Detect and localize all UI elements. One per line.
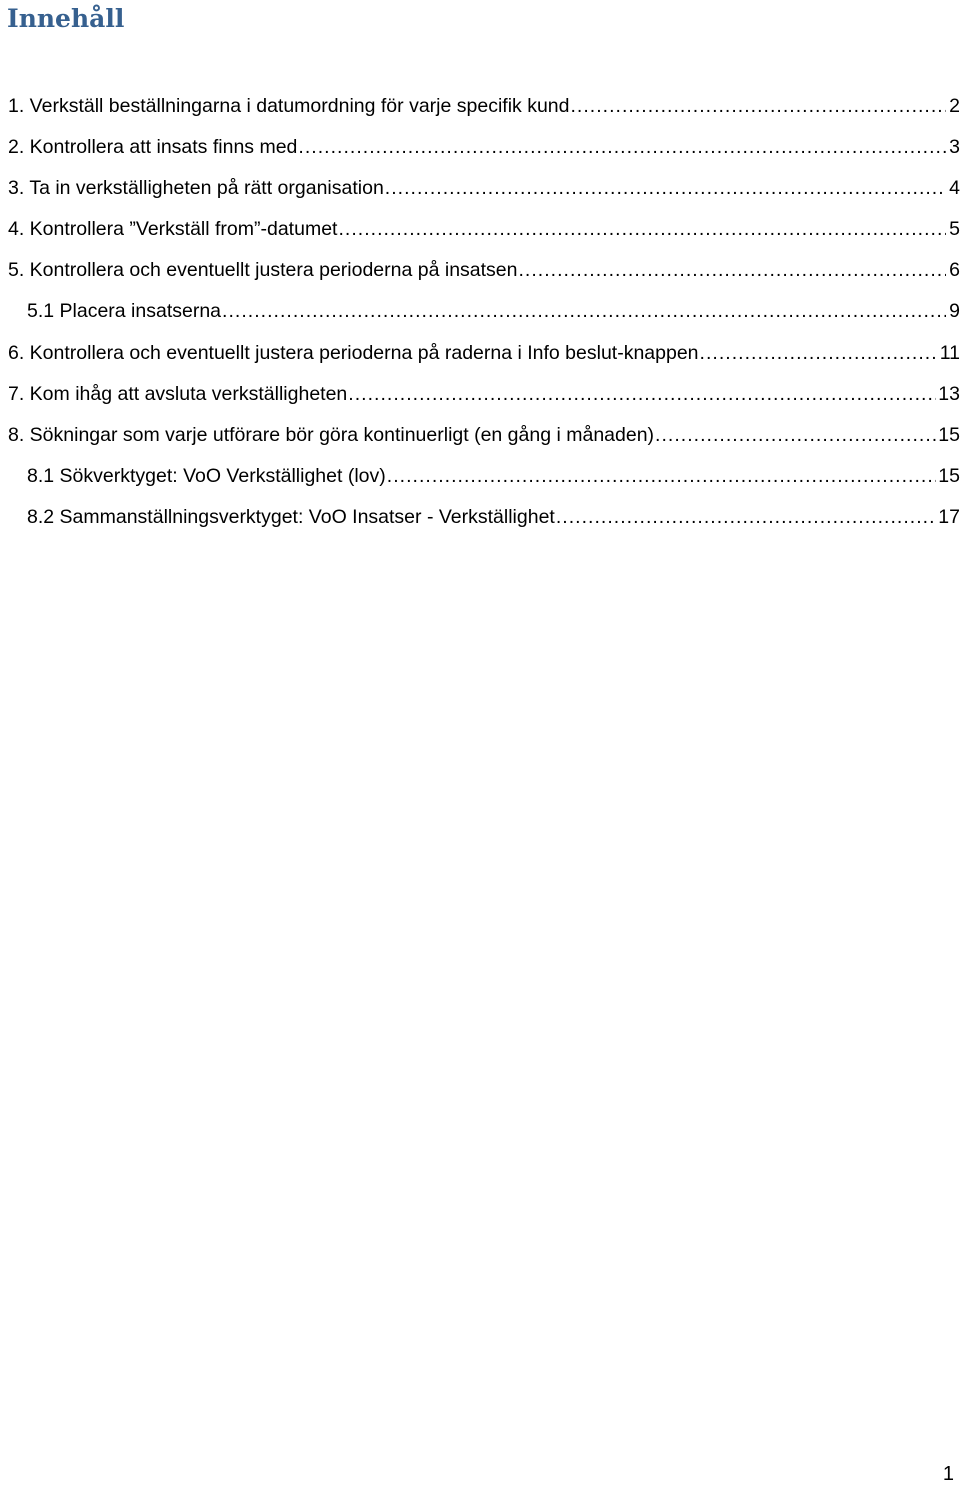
toc-entry-text: 8.1 Sökverktyget: VoO Verkställighet (lov)	[27, 465, 386, 487]
toc-title: Innehåll	[7, 4, 125, 33]
toc-entry-text: 6. Kontrollera och eventuellt justera perioderna på raderna i Info beslut-knappen	[8, 342, 699, 364]
dot-leader	[570, 92, 946, 120]
toc-entry-page: 11	[939, 342, 960, 364]
toc-entry-text: 8. Sökningar som varje utförare bör göra kontinuerligt (en gång i månaden)	[8, 424, 655, 446]
toc-entry-page: 4	[949, 177, 960, 199]
dot-leader	[222, 297, 946, 325]
toc-entry-text: 4. Kontrollera ”Verkställ from”-datumet	[8, 218, 338, 240]
toc-entry-7[interactable]	[8, 380, 960, 408]
toc-entry-page: 2	[949, 95, 960, 117]
toc-entry-page: 15	[938, 465, 960, 487]
toc-entry-5-1[interactable]	[27, 297, 960, 325]
toc-entry-page: 5	[949, 218, 960, 240]
dot-leader	[348, 380, 936, 408]
dot-leader	[700, 339, 938, 367]
dot-leader	[338, 215, 946, 243]
dot-leader	[655, 421, 936, 449]
dot-leader	[298, 133, 946, 161]
toc-entry-text: 5. Kontrollera och eventuellt justera perioderna på insatsen	[8, 259, 518, 281]
toc-entry-5[interactable]	[8, 256, 960, 284]
page-number: 1	[942, 1463, 954, 1485]
toc-entry-page: 17	[938, 506, 960, 528]
toc-entry-text: 1. Verkställ beställningarna i datumordning för varje specifik kund	[8, 95, 570, 117]
toc-entry-text: 2. Kontrollera att insats finns med	[8, 136, 298, 158]
toc-entry-page: 13	[938, 383, 960, 405]
dot-leader	[519, 256, 947, 284]
toc-entry-page: 3	[949, 136, 960, 158]
toc-entry-1[interactable]	[8, 92, 960, 120]
dot-leader	[385, 174, 946, 202]
toc-entry-page: 6	[949, 259, 960, 281]
dot-leader	[387, 462, 937, 490]
dot-leader	[556, 503, 936, 531]
toc-entry-4[interactable]	[8, 215, 960, 243]
toc-entry-3[interactable]	[8, 174, 960, 202]
toc-entry-page: 15	[938, 424, 960, 446]
toc-entry-text: 7. Kom ihåg att avsluta verkställigheten	[8, 383, 348, 405]
toc-entry-6[interactable]	[8, 339, 960, 367]
toc-entry-8[interactable]	[8, 421, 960, 449]
toc-entry-2[interactable]	[8, 133, 960, 161]
toc-entry-page: 9	[949, 300, 960, 322]
toc-entry-8-2[interactable]	[27, 503, 960, 531]
toc-entry-text: 8.2 Sammanställningsverktyget: VoO Insatser - Verkställighet	[27, 506, 555, 528]
toc-entry-text: 3. Ta in verkställigheten på rätt organisation	[8, 177, 384, 199]
toc-entry-text: 5.1 Placera insatserna	[27, 300, 222, 322]
toc-entry-8-1[interactable]	[27, 462, 960, 490]
